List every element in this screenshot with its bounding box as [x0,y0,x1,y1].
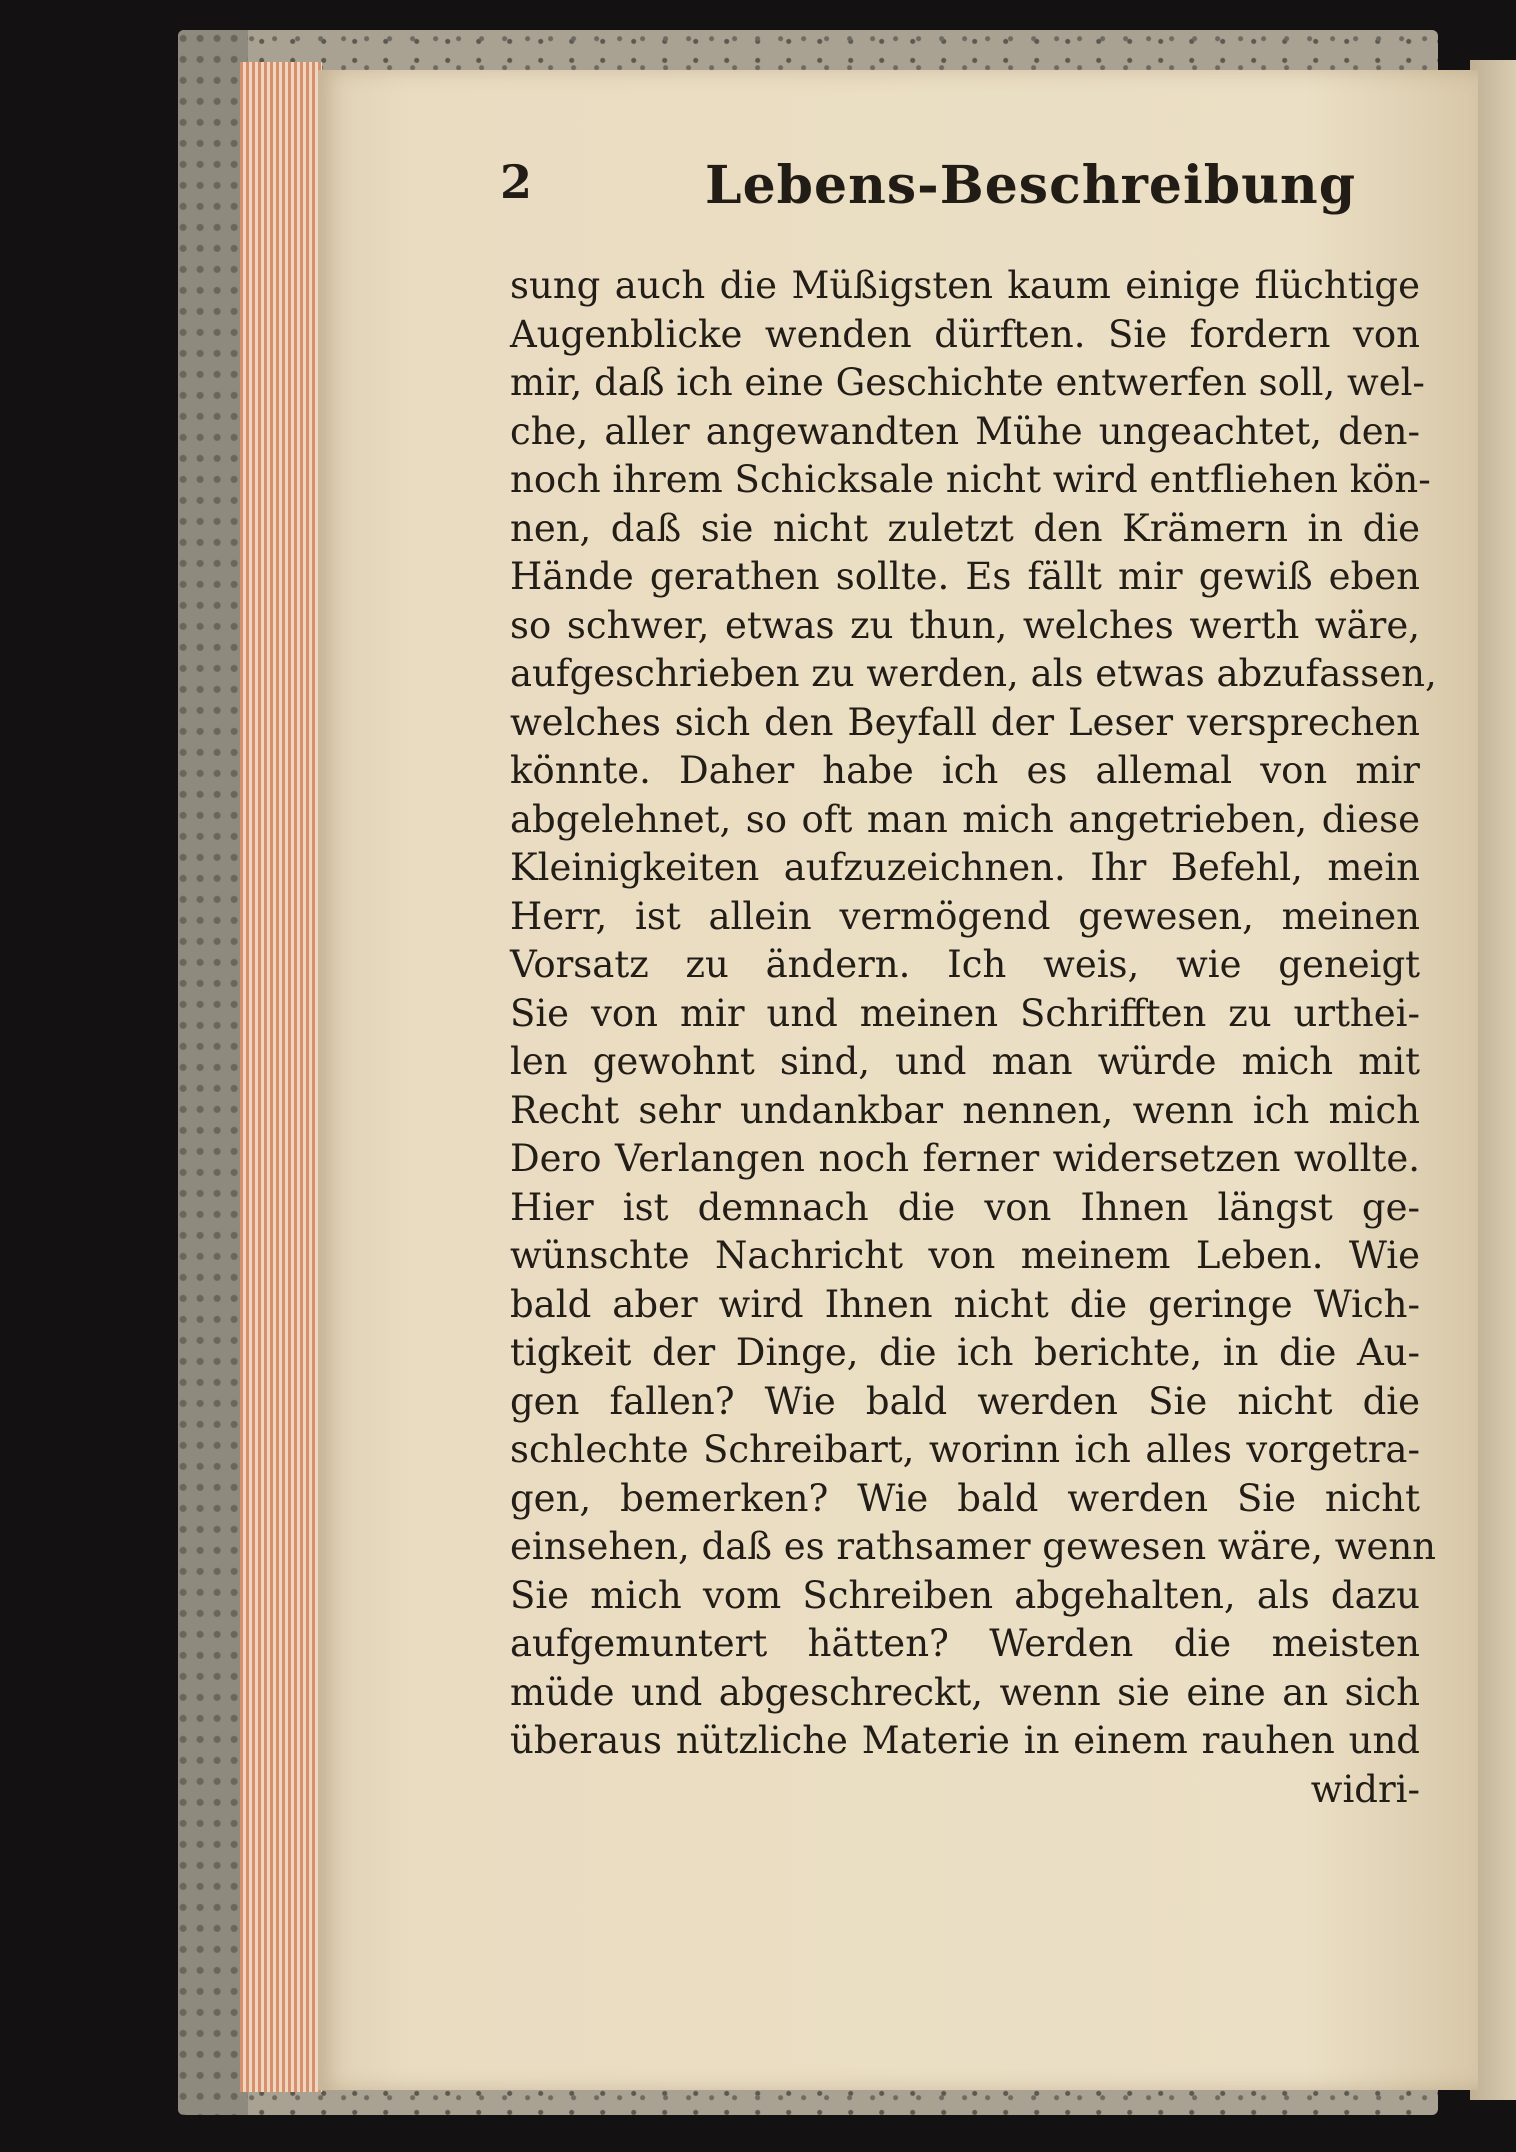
text-line: noch ihrem Schicksale nicht wird entfliehen kön- [510,458,1431,501]
text-line: Sie mich vom Schreiben abgehalten, als dazu [510,1573,1420,1617]
text-line: Hier ist demnach die von Ihnen längst ge- [510,1185,1420,1229]
text-line: gen fallen? Wie bald werden Sie nicht die [510,1379,1420,1423]
text-line: so schwer, etwas zu thun, welches werth wäre, [510,603,1420,647]
text-line: könnte. Daher habe ich es allemal von mir [510,749,1420,792]
text-line: gen, bemerken? Wie bald werden Sie nicht [510,1476,1420,1520]
text-line: Dero Verlangen noch ferner widersetzen wollte. [510,1137,1420,1180]
text-line: abgelehnet, so oft man mich angetrieben, diese [510,797,1420,841]
text-line: Vorsatz zu ändern. Ich weis, wie geneigt [510,943,1420,986]
page-number: 2 [500,155,533,209]
page-edges [240,62,322,2092]
text-line: wünschte Nachricht von meinem Leben. Wie [510,1234,1420,1277]
text-line: einsehen, daß es rathsamer gewesen wäre, wenn [510,1525,1436,1568]
page-header [500,155,1450,235]
text-line: mir, daß ich eine Geschichte entwerfen soll, wel- [510,361,1425,404]
text-line: aufgemuntert hätten? Werden die meisten [510,1622,1420,1665]
text-line: Herr, ist allein vermögend gewesen, meinen [510,894,1420,938]
text-line: tigkeit der Dinge, die ich berichte, in die Au- [510,1331,1420,1374]
text-line: widri- [1310,1767,1420,1811]
running-head: Lebens-Beschreibung [705,155,1357,216]
text-line: Recht sehr undankbar nennen, wenn ich mich [510,1088,1420,1132]
text-line: überaus nützliche Materie in einem rauhen und [510,1719,1420,1762]
text-line: müde und abgeschreckt, wenn sie eine an sich [510,1670,1420,1714]
text-line: Sie von mir und meinen Schrifften zu urthei- [510,991,1420,1035]
book-spine [178,30,248,2115]
text-line: aufgeschrieben zu werden, als etwas abzufassen, [510,652,1437,695]
text-line: sung auch die Müßigsten kaum einige flüchtige [510,264,1420,307]
text-line: len gewohnt sind, und man würde mich mit [510,1040,1420,1083]
text-line: che, aller angewandten Mühe ungeachtet, den- [510,409,1420,453]
text-line: schlechte Schreibart, worinn ich alles vorgetra- [510,1428,1420,1471]
text-line: nen, daß sie nicht zuletzt den Krämern in die [510,506,1420,550]
text-line: Hände gerathen sollte. Es fällt mir gewiß eben [510,555,1420,598]
text-line: bald aber wird Ihnen nicht die geringe Wich- [510,1282,1420,1326]
text-line: Augenblicke wenden dürften. Sie fordern von [510,312,1420,356]
text-line: welches sich den Beyfall der Leser versprechen [510,700,1420,744]
text-line: Kleinigkeiten aufzuzeichnen. Ihr Befehl, mein [510,846,1420,889]
body-text [510,262,1437,1814]
